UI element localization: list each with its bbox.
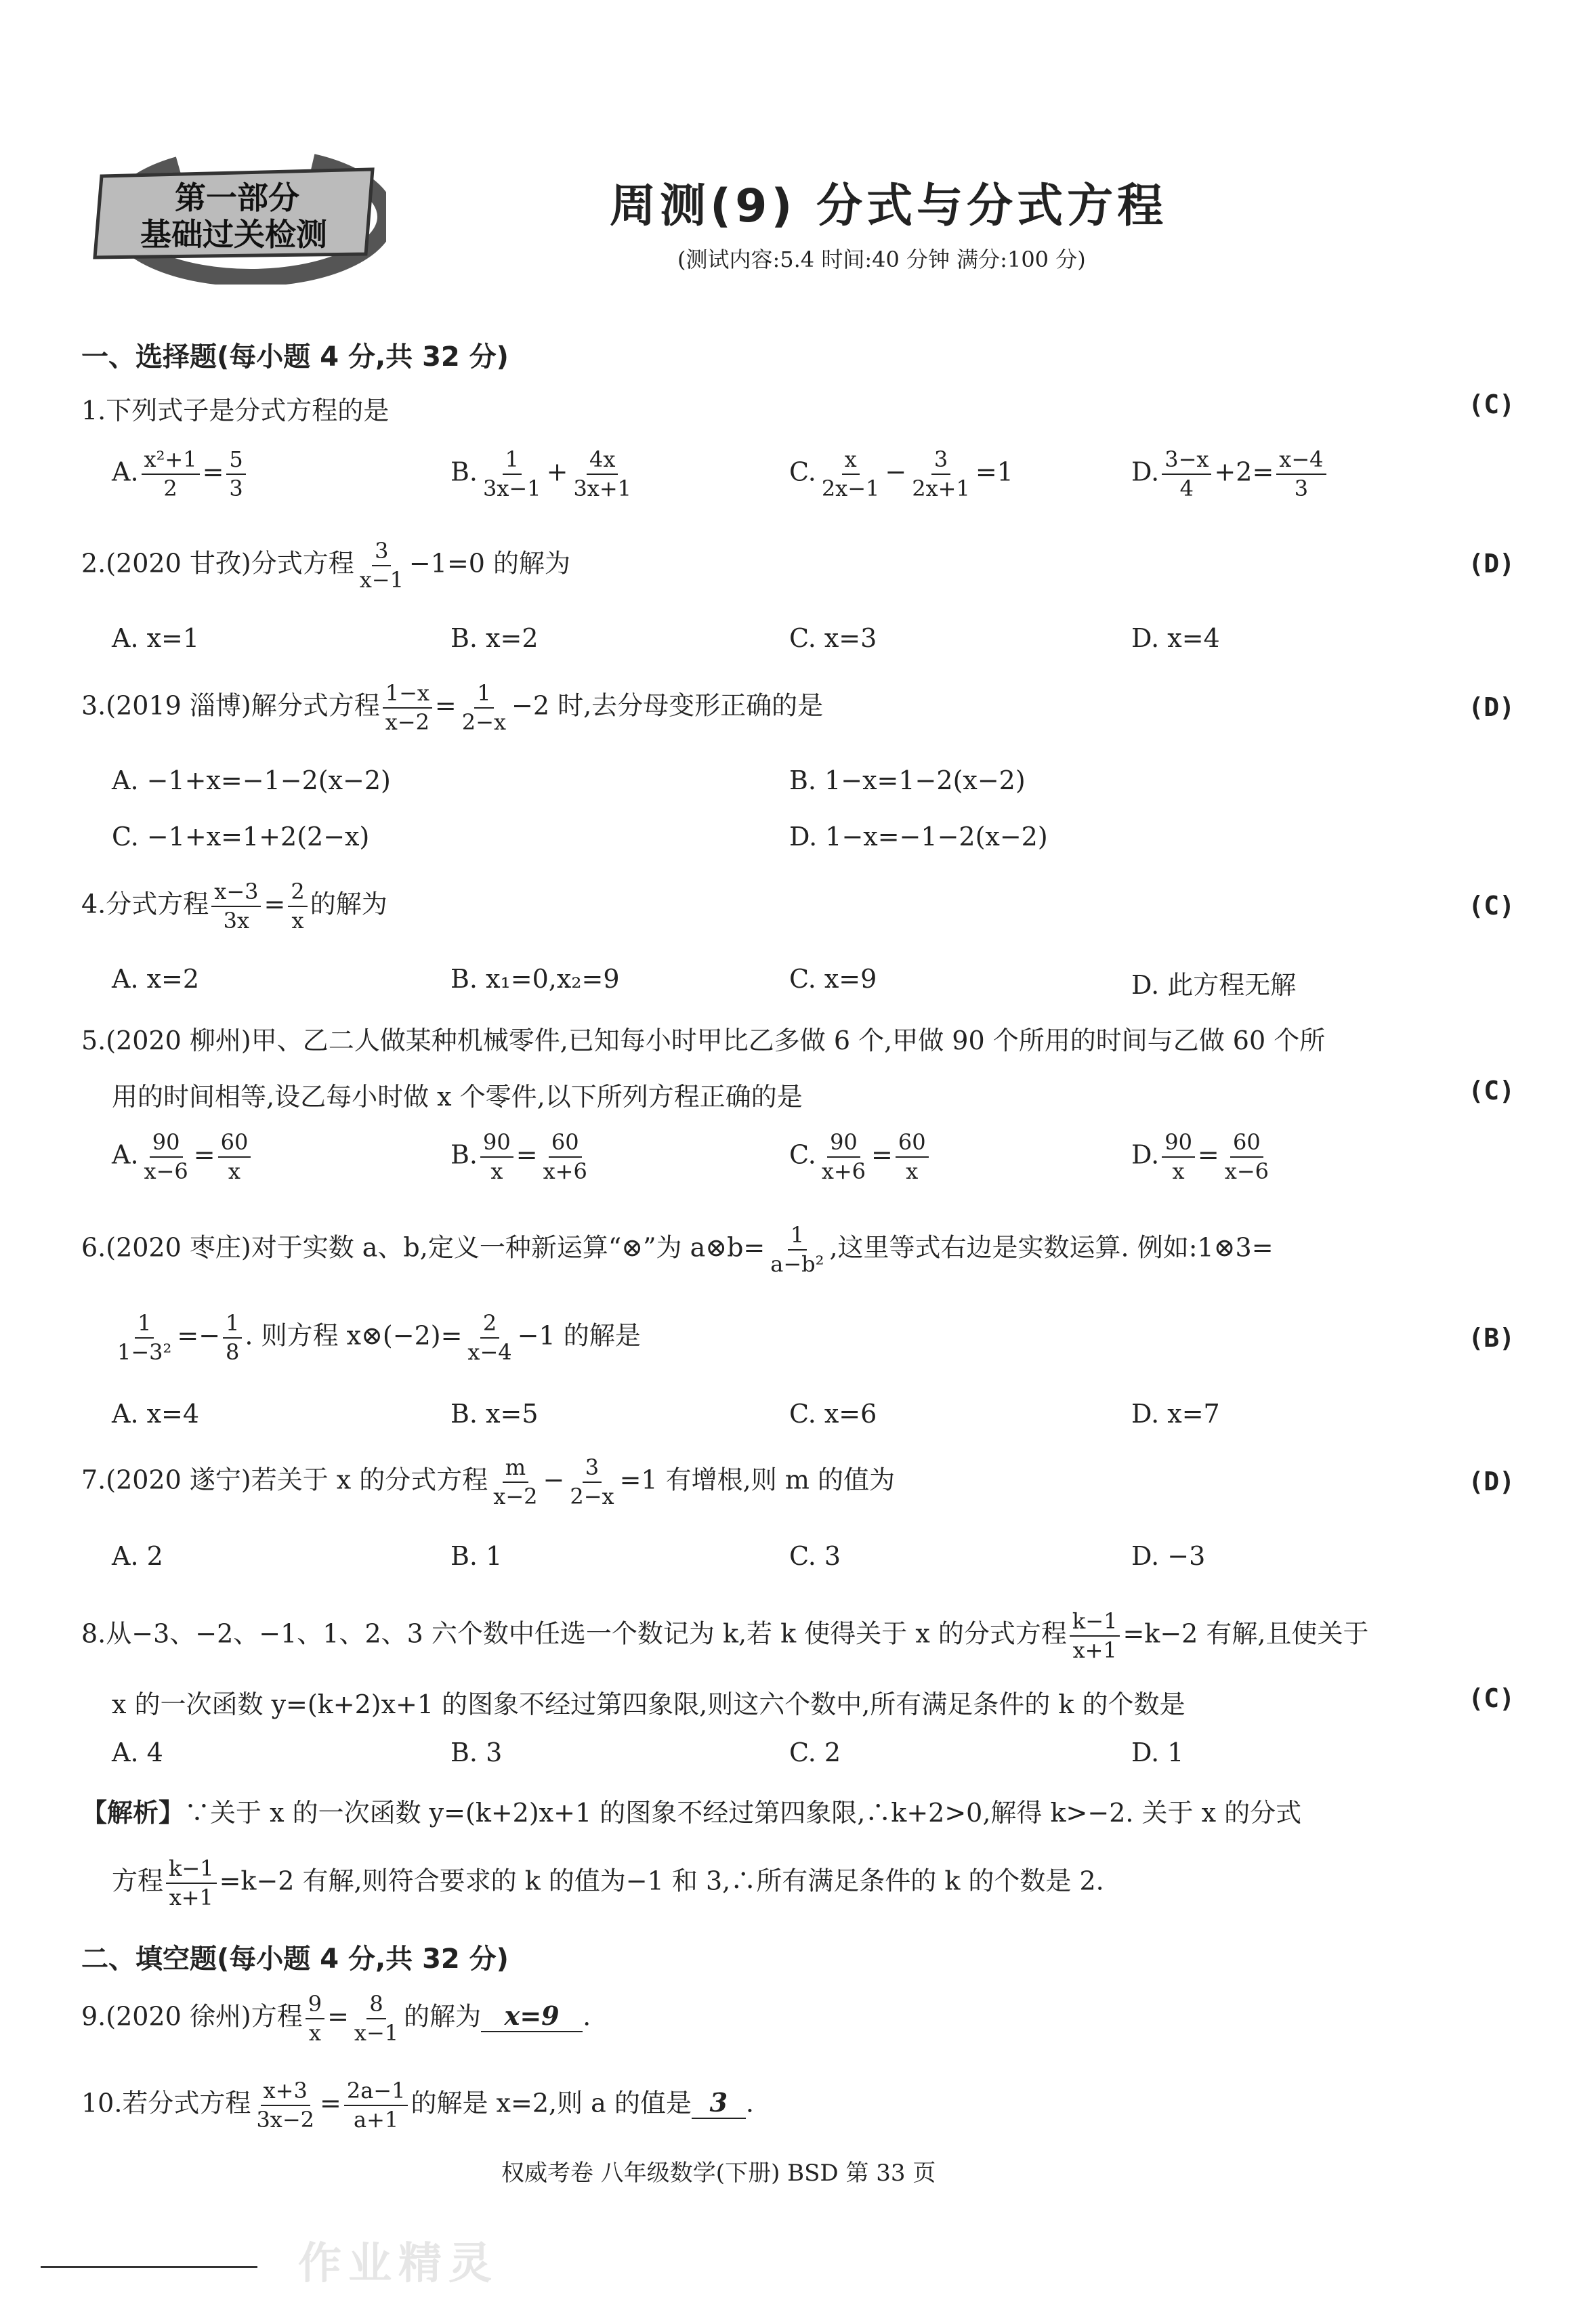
question-8-answer: (C) [1468, 1683, 1515, 1713]
q7-option-b: B. 1 [450, 1541, 503, 1571]
question-10: 10.若分式方程 $\frac{x+3}{3x-2}$ = $\frac{2a-1}{a+1}$ 的解是 x=2,则 a 的值是 3 . [81, 2078, 754, 2133]
watermark: 作业精灵 [298, 2239, 499, 2289]
analysis-line2: 方程 $\frac{k-1}{x+1}$ =k−2 有解,则符合要求的 k 的值为−1 和 3,∴所有满足条件的 k 的个数是 2. [112, 1855, 1104, 1910]
q8-option-a: A. 4 [112, 1738, 163, 1767]
q4-option-d: D. 此方程无解 [1131, 970, 1297, 1000]
q3-option-a: A. −1+x=−1−2(x−2) [112, 765, 391, 795]
section-heading-2: 二、填空题(每小题 4 分,共 32 分) [81, 1944, 509, 1975]
q2-option-c: C. x=3 [789, 623, 877, 653]
question-7-answer: (D) [1468, 1467, 1515, 1496]
question-1-answer: (C) [1468, 390, 1515, 419]
q4-option-b: B. x₁=0,x₂=9 [450, 964, 620, 994]
question-9: 9.(2020 徐州)方程 $\frac{9}{x}$ = $\frac{8}{x-1}$ 的解为 x=9 . [81, 1991, 591, 2046]
page-footer: 权威考卷 八年级数学(下册) BSD 第 33 页 [501, 2160, 936, 2187]
badge-line2: 基础过关检测 [140, 216, 327, 253]
q1-option-b: B. $\frac{1}{3x-1}$ + $\frac{4x}{3x+1}$ [450, 446, 632, 501]
q5-option-d: D. $\frac{90}{x}$ = $\frac{60}{x-6}$ [1131, 1129, 1269, 1184]
analysis-line1: 【解析】∵关于 x 的一次函数 y=(k+2)x+1 的图象不经过第四象限,∴k+2>0,解得 k>−2. 关于 x 的分式 [81, 1797, 1302, 1828]
q7-option-a: A. 2 [112, 1541, 163, 1571]
question-3-answer: (D) [1468, 692, 1515, 722]
q5-option-c: C. $\frac{90}{x+6}$ = $\frac{60}{x}$ [789, 1130, 931, 1184]
q8-option-b: B. 3 [450, 1738, 503, 1767]
q1-option-a: A. $\frac{\text{x²+1}}{2}$ = $\frac{5}{3}$ [112, 447, 249, 501]
question-3-stem: 3.(2019 淄博)解分式方程 $\frac{1-x}{x-2}$ = $\frac{1}{2-x}$ −2 时,去分母变形正确的是 [81, 680, 824, 735]
q2-option-a: A. x=1 [112, 623, 200, 653]
q3-option-b: B. 1−x=1−2(x−2) [789, 765, 1026, 795]
q10-answer-blank[interactable]: 3 [692, 2087, 746, 2119]
question-5-line2: 用的时间相等,设乙每小时做 x 个零件,以下所列方程正确的是 [112, 1082, 803, 1112]
section-heading-1: 一、选择题(每小题 4 分,共 32 分) [81, 341, 509, 373]
question-5-line1: 5.(2020 柳州)甲、乙二人做某种机械零件,已知每小时甲比乙多做 6 个,甲做 90 个所用的时间与乙做 60 个所 [81, 1026, 1326, 1055]
q1-option-c: C. $\frac{x}{2x-1}$ − $\frac{3}{2x+1}$ =1 [789, 446, 1013, 501]
question-5-answer: (C) [1468, 1076, 1515, 1106]
q6-option-b: B. x=5 [450, 1399, 539, 1429]
q7-option-c: C. 3 [789, 1541, 841, 1571]
question-7-stem: 7.(2020 遂宁)若关于 x 的分式方程 $\frac{m}{x-2}$ − $\frac{3}{2-x}$ =1 有增根,则 m 的值为 [81, 1454, 895, 1509]
q6-option-a: A. x=4 [112, 1399, 200, 1429]
q6-option-c: C. x=6 [789, 1399, 877, 1429]
analysis-tag: 【解析】 [81, 1797, 185, 1828]
question-8-line2: x 的一次函数 y=(k+2)x+1 的图象不经过第四象限,则这六个数中,所有满足条件的 k 的个数是 [112, 1689, 1185, 1719]
section-badge [88, 135, 386, 285]
question-2-answer: (D) [1468, 549, 1515, 579]
question-1-stem: 1.下列式子是分式方程的是 [81, 396, 390, 425]
question-6-line1: 6.(2020 枣庄)对于实数 a、b,定义一种新运算“⊗”为 a⊗b= $\frac{1}{\text{a−b²}}$ ,这里等式右边是实数运算. 例如:1⊗3= [81, 1222, 1274, 1277]
q8-option-c: C. 2 [789, 1738, 841, 1767]
question-8-line1: 8.从−3、−2、−1、1、2、3 六个数中任选一个数记为 k,若 k 使得关于 x 的分式方程 $\frac{k-1}{x+1}$ =k−2 有解,且使关于 [81, 1608, 1369, 1663]
q9-answer-blank[interactable]: x=9 [481, 2000, 583, 2032]
question-6-answer: (B) [1468, 1323, 1515, 1353]
question-4-answer: (C) [1468, 891, 1515, 921]
question-4-stem: 4.分式方程 $\frac{x-3}{3x}$ = $\frac{2}{x}$ 的解为 [81, 879, 387, 933]
q1-option-d: D. $\frac{3-x}{4}$ +2= $\frac{x-4}{3}$ [1131, 447, 1329, 501]
q5-option-b: B. $\frac{90}{x}$ = $\frac{60}{x+6}$ [450, 1129, 587, 1184]
q4-option-a: A. x=2 [112, 964, 200, 994]
q8-option-d: D. 1 [1131, 1738, 1184, 1767]
q4-option-c: C. x=9 [789, 964, 877, 994]
q3-option-c: C. −1+x=1+2(2−x) [112, 822, 370, 852]
question-2-stem: 2.(2020 甘孜)分式方程 $\frac{3}{x-1}$ −1=0 的解为 [81, 538, 571, 593]
q2-option-b: B. x=2 [450, 623, 539, 653]
q5-option-a: A. $\frac{90}{x-6}$ = $\frac{60}{x}$ [112, 1130, 253, 1184]
bottom-rule [41, 2266, 257, 2268]
page-title: 周测(9) 分式与分式方程 [610, 180, 1168, 233]
question-6-line2: $\frac{1}{\text{1−3²}}$ =− $\frac{1}{8}$ . 则方程 x⊗(−2)= $\frac{2}{x-4}$ −1 的解是 [117, 1310, 641, 1365]
page-subtitle: (测试内容:5.4 时间:40 分钟 满分:100 分) [677, 247, 1086, 272]
badge-line1: 第一部分 [175, 180, 299, 216]
q2-option-d: D. x=4 [1131, 623, 1220, 653]
q7-option-d: D. −3 [1131, 1541, 1206, 1571]
q3-option-d: D. 1−x=−1−2(x−2) [789, 822, 1048, 852]
q6-option-d: D. x=7 [1131, 1399, 1220, 1429]
